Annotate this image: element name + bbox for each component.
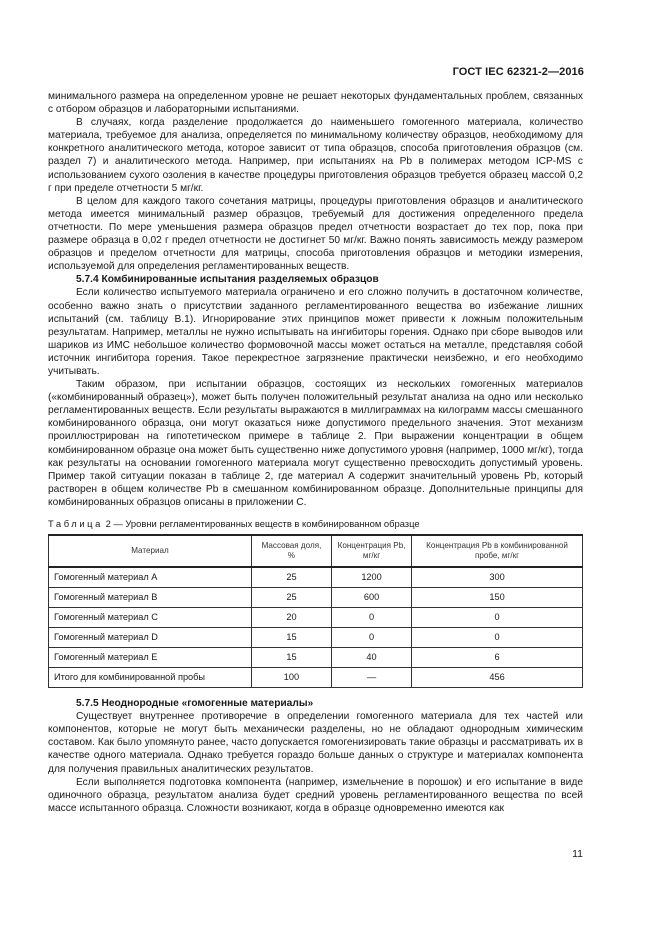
paragraph: В целом для каждого такого сочетания матрицы, процедуры приготовления образцов и аналитического метода имеется минимальный размер образцов, требуемый для достижения определенного предела отчетности. По мере уменьшения размера образцов предел отчетности возрастает до тех пор, пока при размере образца в 0,02 г предел отчетности не достигнет 50 мг/кг. Важно понять зависимость между размером образцов и пределом отчетности для матрицы, способа приготовления образцов и методики измерения, используемой для определения регламентированных веществ. <box>48 195 583 273</box>
page-content <box>48 90 583 815</box>
paragraph: Если выполняется подготовка компонента (например, измельчение в порошок) и его испытание в виде одиночного образца, результатом анализа будет средний уровень регламентированного вещества по всей массе испытанного образца. Сложности возникают, когда в образце одновременно имеются как <box>48 776 583 814</box>
substance-levels-table <box>48 534 583 688</box>
header-pb-combined: Концентрация Pb в комбинированной пробе, мг/кг <box>412 535 583 567</box>
section-heading-5-7-4: 5.7.4 Комбинированные испытания разделяемых образцов <box>76 274 379 286</box>
cell-conc: 1200 <box>332 567 412 588</box>
cell-combined: 6 <box>412 648 583 668</box>
cell-combined: 0 <box>412 608 583 628</box>
paragraph: минимального размера на определенном уровне не решает некоторых фундаментальных проблем, связанных с отбором образцов и лабораторными испытаниями. <box>48 91 583 116</box>
cell-material: Гомогенный материал Е <box>49 648 252 668</box>
cell-mass: 15 <box>251 648 331 668</box>
cell-material: Итого для комбинированной пробы <box>49 668 252 688</box>
cell-combined: 456 <box>412 668 583 688</box>
table-row <box>49 628 583 648</box>
cell-combined: 0 <box>412 628 583 648</box>
header-material: Материал <box>49 535 252 567</box>
cell-material: Гомогенный материал А <box>49 567 252 588</box>
cell-mass: 25 <box>251 567 331 588</box>
table-caption <box>48 517 583 530</box>
cell-conc: 40 <box>332 648 412 668</box>
cell-mass: 20 <box>251 608 331 628</box>
paragraph: Если количество испытуемого материала ограничено и его сложно получить в достаточном количестве, особенно важно знать о присутствии заданного регламентированного вещества во избежание лишних испытаний (см. таблицу В.1). Игнорирование этих принципов может привести к ложным положительным результатам. Например, металлы не нужно испытывать на ингибиторы горения. Однако при сборе выводов или шариков из ИМС небольшое количество формовочной массы может остаться на металле, представляя собой источник ингибитора горения. Такое перекрестное загрязнение практически неизбежно, и его необходимо учитывать. <box>48 287 583 377</box>
section-heading-5-7-5: 5.7.5 Неоднородные «гомогенные материалы» <box>76 698 314 710</box>
cell-conc: 0 <box>332 628 412 648</box>
cell-material: Гомогенный материал D <box>49 628 252 648</box>
cell-mass: 100 <box>251 668 331 688</box>
document-id: ГОСТ IEC 62321-2—2016 <box>452 66 584 78</box>
cell-mass: 25 <box>251 588 331 608</box>
table-row <box>49 588 583 608</box>
paragraph: Таким образом, при испытании образцов, состоящих из нескольких гомогенных материалов («комбинированный образец»), может быть получен положительный результат анализа на одно или несколько регламентированных веществ. Если результаты выражаются в миллиграммах на килограмм массы смешанного комбинированного образца, они могут оказаться ниже допустимого предельного значения. Этот механизм проиллюстрирован на гипотетическом примере в таблице 2. При выражении концентрации в общем комбинированном образце она может быть существенно ниже допустимого уровня (например, 1000 мг/кг), тогда как результаты на основании гомогенного материала могут существенно превосходить допустимый уровень. Пример такой ситуации показан в таблице 2, где материал А содержит значительный уровень Pb, который растворен в общем количестве Pb в смешанном комбинированном образце. Дополнительные принципы для комбинированных образцов описаны в приложении С. <box>48 379 583 508</box>
table-caption-label: Таблица <box>48 518 103 529</box>
cell-combined: 300 <box>412 567 583 588</box>
cell-material: Гомогенный материал С <box>49 608 252 628</box>
cell-conc: 0 <box>332 608 412 628</box>
page-number: 11 <box>572 848 583 860</box>
table-row <box>49 567 583 588</box>
paragraph: В случаях, когда разделение продолжается до наименьшего гомогенного материала, количество материала, требуемое для анализа, определяется по минимальному количеству образцов, необходимому для конкретного аналитического метода, которое зависит от типа образцов, способа приготовления образцов (см. раздел 7) и аналитического метода. Например, при испытаниях на Pb в полимерах методом ICP-MS с использованием сухого озоления в качестве процедуры приготовления образцов требуется образец массой 0,2 г при пределе отчетности 5 мг/кг. <box>48 117 583 194</box>
cell-conc: — <box>332 668 412 688</box>
paragraph: Существует внутреннее противоречие в определении гомогенного материала для тех частей или компонентов, которые не могут быть механически разделены, но не обладают однородным химическим составом. Как было упомянуто ранее, часто допускается гомогенизировать такие образцы и рассматривать их в качестве одного материала. Однако требуется гораздо больше данных о структуре и материалах компонента для получения правильных аналитических результатов. <box>48 711 583 775</box>
cell-conc: 600 <box>332 588 412 608</box>
cell-material: Гомогенный материал В <box>49 588 252 608</box>
header-mass-fraction: Массовая доля, % <box>251 535 331 567</box>
table-row-total <box>49 668 583 688</box>
table-row <box>49 648 583 668</box>
table-header-row <box>49 535 583 567</box>
cell-combined: 150 <box>412 588 583 608</box>
cell-mass: 15 <box>251 628 331 648</box>
header-pb-concentration: Концентрация Pb, мг/кг <box>332 535 412 567</box>
table-row <box>49 608 583 628</box>
table-caption-text: 2 — Уровни регламентированных веществ в комбинированном образце <box>102 518 420 529</box>
